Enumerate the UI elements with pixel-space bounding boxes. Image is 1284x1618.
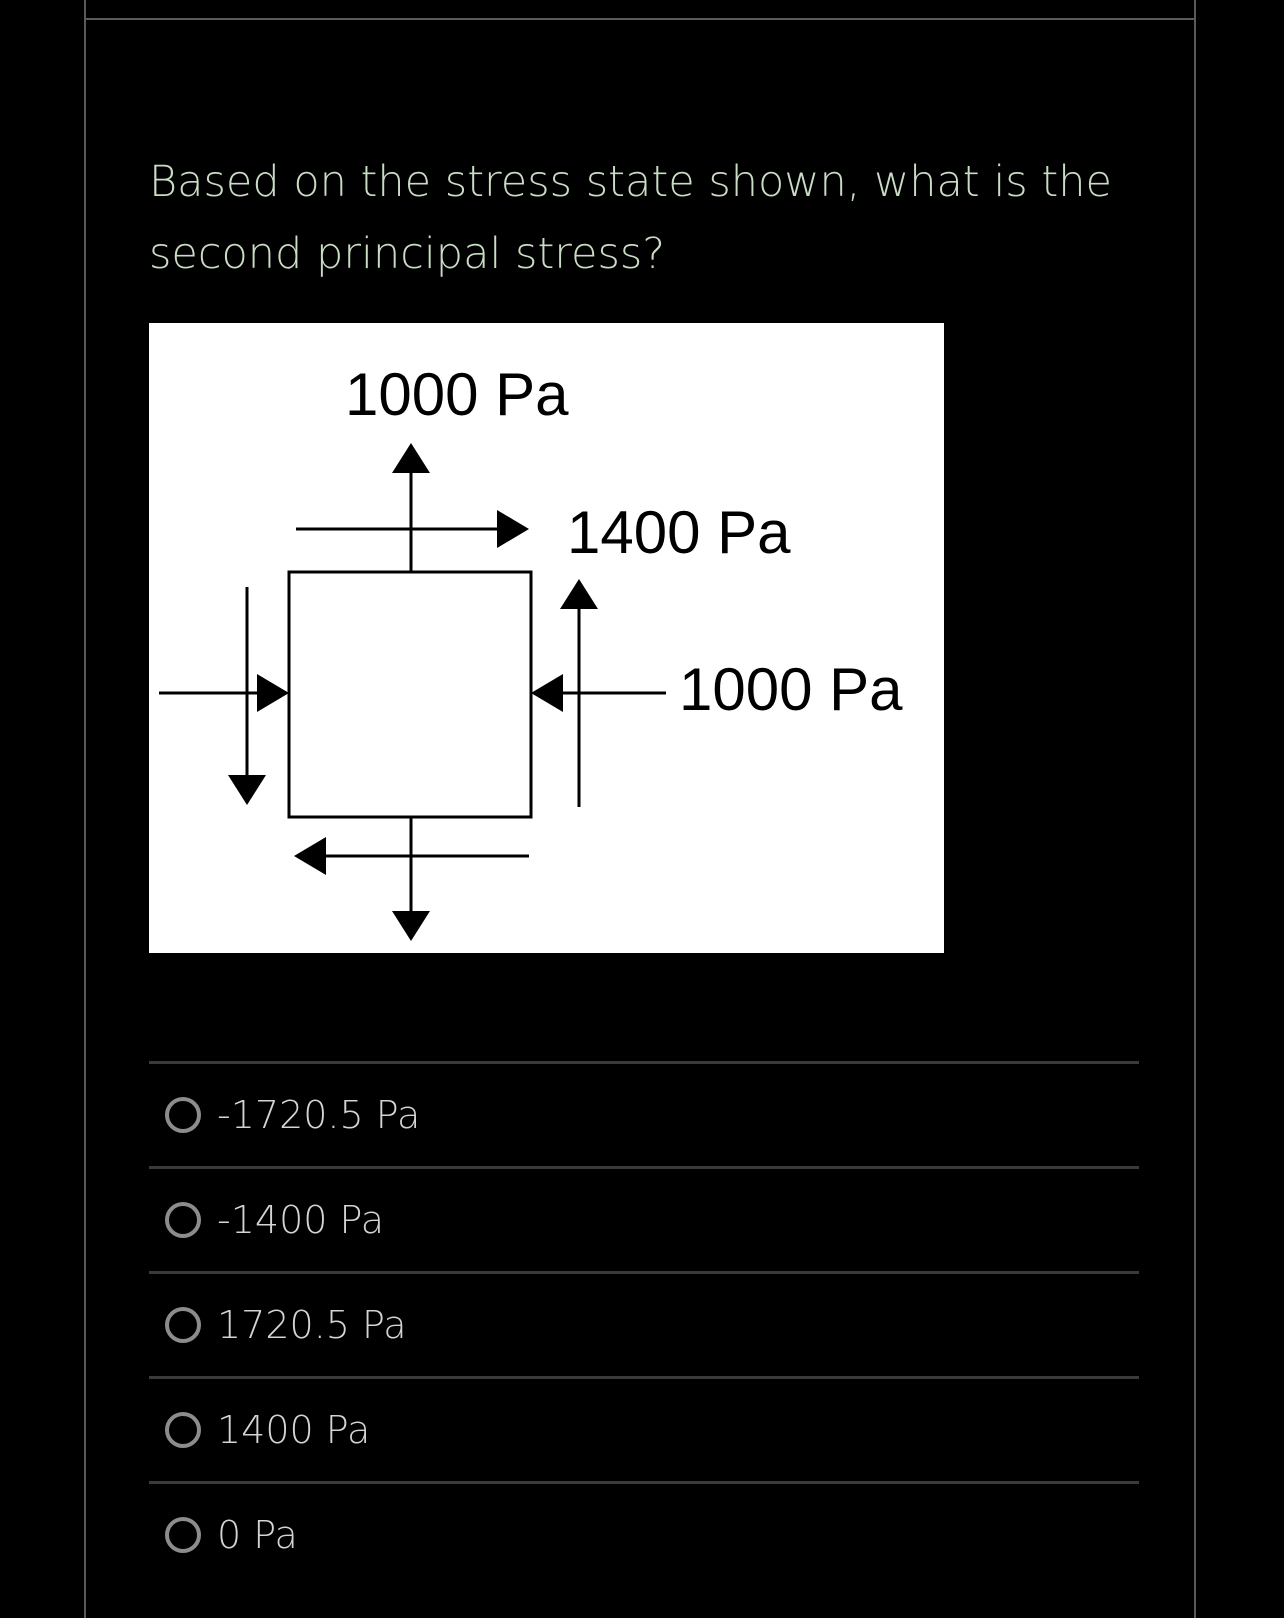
label-right-normal-stress: 1000 Pa [679, 656, 903, 723]
answer-option-label: -1400 Pa [217, 1198, 384, 1242]
stress-diagram-svg [149, 323, 944, 953]
stress-element-diagram [149, 323, 944, 953]
answer-option-3[interactable] [149, 1274, 1139, 1376]
answer-options [149, 1061, 1139, 1586]
left-shear-arrowhead [228, 775, 266, 805]
radio-button-icon[interactable] [165, 1517, 201, 1553]
question-text: Based on the stress state shown, what is the second principal stress? [149, 157, 1112, 279]
stress-element-square [289, 572, 531, 817]
answer-option-2[interactable] [149, 1169, 1139, 1271]
radio-button-icon[interactable] [165, 1097, 201, 1133]
radio-button-icon[interactable] [165, 1307, 201, 1343]
top-shear-arrowhead [497, 510, 529, 548]
answer-option-label: 1720.5 Pa [217, 1303, 407, 1347]
answer-option-5[interactable] [149, 1484, 1139, 1586]
top-divider [86, 18, 1194, 20]
bottom-shear-arrowhead [294, 837, 326, 875]
bottom-normal-arrowhead [392, 911, 430, 941]
answer-option-1[interactable] [149, 1064, 1139, 1166]
radio-button-icon[interactable] [165, 1202, 201, 1238]
label-shear-stress: 1400 Pa [567, 499, 791, 566]
answer-option-label: 1400 Pa [217, 1408, 371, 1452]
radio-button-icon[interactable] [165, 1412, 201, 1448]
label-top-normal-stress: 1000 Pa [345, 361, 569, 428]
answer-option-4[interactable] [149, 1379, 1139, 1481]
right-normal-arrowhead [531, 674, 563, 712]
question-panel [84, 0, 1196, 1618]
left-normal-arrowhead [257, 674, 289, 712]
answer-option-label: 0 Pa [217, 1513, 298, 1557]
answer-option-label: -1720.5 Pa [217, 1093, 421, 1137]
top-normal-arrowhead [392, 443, 430, 473]
right-shear-arrowhead [560, 579, 598, 609]
